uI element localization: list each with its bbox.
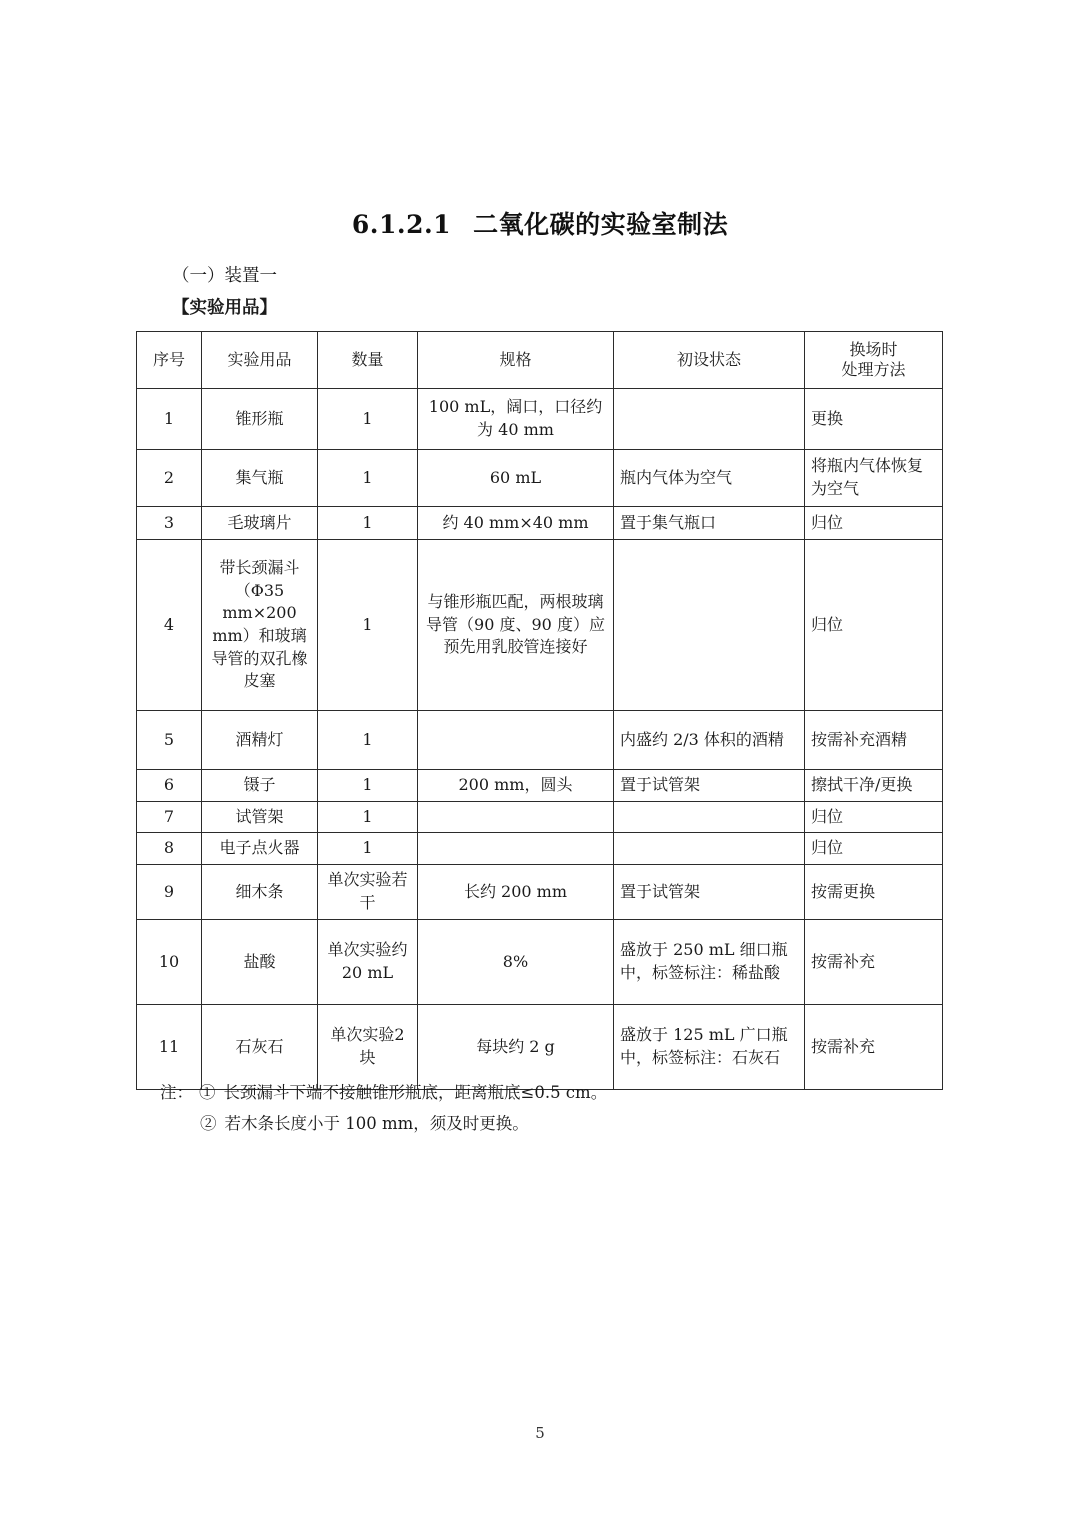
cell-action: 归位 [805,833,943,865]
cell-action: 将瓶内气体恢复为空气 [805,450,943,507]
header-item: 实验用品 [202,332,318,389]
table-row [137,801,943,833]
cell-item: 集气瓶 [202,450,318,507]
table-header-row [137,332,943,389]
cell-initial-state: 盛放于 125 mL 广口瓶中，标签标注：石灰石 [614,1005,805,1090]
title-number: 6.1.2.1 [351,210,452,239]
materials-table-wrapper [136,331,942,1090]
cell-action: 归位 [805,507,943,540]
cell-quantity: 单次实验若干 [318,865,418,920]
table-row [137,920,943,1005]
cell-initial-state [614,540,805,711]
cell-index: 2 [137,450,202,507]
note-marker-2: ② [200,1114,217,1134]
cell-quantity: 1 [318,389,418,450]
table-row [137,389,943,450]
cell-action: 按需补充酒精 [805,711,943,770]
cell-item: 盐酸 [202,920,318,1005]
header-action [805,332,943,389]
cell-action: 按需补充 [805,920,943,1005]
header-action-line1: 换场时 [849,339,898,359]
cell-index: 1 [137,389,202,450]
table-body [137,389,943,1090]
page-title [0,205,1080,241]
notes-label: 注： [160,1083,193,1102]
cell-spec [418,711,614,770]
cell-spec: 每块约 2 g [418,1005,614,1090]
cell-initial-state: 置于试管架 [614,770,805,802]
cell-spec: 与锥形瓶匹配，两根玻璃导管（90 度、90 度）应预先用乳胶管连接好 [418,540,614,711]
cell-item: 镊子 [202,770,318,802]
cell-spec [418,801,614,833]
cell-action: 擦拭干净/更换 [805,770,943,802]
cell-action: 更换 [805,389,943,450]
cell-initial-state: 置于集气瓶口 [614,507,805,540]
cell-quantity: 1 [318,711,418,770]
note-text-1: 长颈漏斗下端不接触锥形瓶底，距离瓶底≤0.5 cm。 [223,1083,608,1102]
cell-item: 细木条 [202,865,318,920]
cell-initial-state [614,833,805,865]
cell-quantity: 1 [318,801,418,833]
cell-quantity: 1 [318,507,418,540]
materials-table [136,331,943,1090]
cell-action: 按需补充 [805,1005,943,1090]
table-row [137,450,943,507]
cell-initial-state [614,801,805,833]
cell-index: 9 [137,865,202,920]
cell-item: 电子点火器 [202,833,318,865]
cell-spec: 100 mL，阔口，口径约为 40 mm [418,389,614,450]
table-row [137,540,943,711]
cell-spec: 200 mm，圆头 [418,770,614,802]
cell-index: 4 [137,540,202,711]
cell-index: 7 [137,801,202,833]
cell-spec [418,833,614,865]
cell-item: 锥形瓶 [202,389,318,450]
cell-initial-state: 瓶内气体为空气 [614,450,805,507]
cell-initial-state: 置于试管架 [614,865,805,920]
header-spec: 规格 [418,332,614,389]
materials-heading: 【实验用品】 [172,298,277,318]
page-number: 5 [535,1424,545,1442]
cell-index: 10 [137,920,202,1005]
table-row [137,833,943,865]
cell-item: 石灰石 [202,1005,318,1090]
header-index: 序号 [137,332,202,389]
cell-spec: 长约 200 mm [418,865,614,920]
cell-item: 毛玻璃片 [202,507,318,540]
header-action-line2: 处理方法 [841,360,906,379]
cell-quantity: 1 [318,833,418,865]
cell-spec: 60 mL [418,450,614,507]
header-quantity: 数量 [318,332,418,389]
cell-item: 带长颈漏斗（Φ35 mm×200 mm）和玻璃导管的双孔橡皮塞 [202,540,318,711]
cell-action: 归位 [805,801,943,833]
cell-spec: 8% [418,920,614,1005]
note-text-2: 若木条长度小于 100 mm，须及时更换。 [224,1114,529,1134]
cell-index: 3 [137,507,202,540]
table-row [137,711,943,770]
cell-quantity: 1 [318,450,418,507]
table-row [137,507,943,540]
cell-item: 酒精灯 [202,711,318,770]
cell-spec: 约 40 mm×40 mm [418,507,614,540]
header-initial-state: 初设状态 [614,332,805,389]
cell-quantity: 1 [318,770,418,802]
note-line-1 [136,1077,946,1108]
cell-initial-state: 内盛约 2/3 体积的酒精 [614,711,805,770]
note-line-2 [136,1108,946,1139]
cell-index: 8 [137,833,202,865]
cell-item: 试管架 [202,801,318,833]
title-text: 二氧化碳的实验室制法 [473,210,729,239]
section-label: （一）装置一 [172,266,277,286]
table-row [137,770,943,802]
cell-index: 6 [137,770,202,802]
cell-quantity: 单次实验约 20 mL [318,920,418,1005]
cell-initial-state [614,389,805,450]
table-notes [136,1077,946,1140]
cell-initial-state: 盛放于 250 mL 细口瓶中，标签标注：稀盐酸 [614,920,805,1005]
note-marker-1: ① [199,1083,216,1102]
table-row [137,865,943,920]
cell-index: 5 [137,711,202,770]
cell-action: 按需更换 [805,865,943,920]
cell-index: 11 [137,1005,202,1090]
cell-quantity: 单次实验2 块 [318,1005,418,1090]
cell-quantity: 1 [318,540,418,711]
cell-action: 归位 [805,540,943,711]
